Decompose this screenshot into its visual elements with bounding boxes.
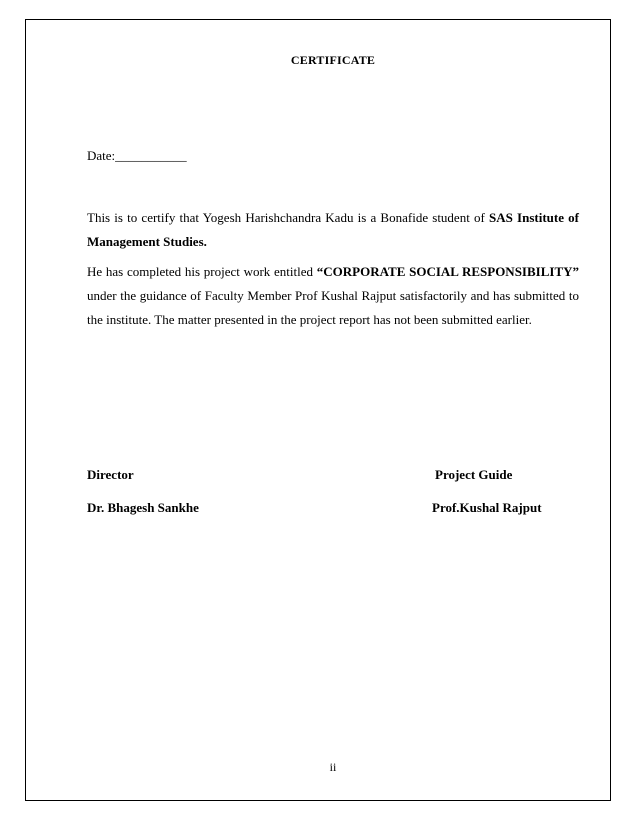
certification-paragraph	[87, 206, 579, 254]
project-paragraph	[87, 260, 579, 332]
page-border	[25, 19, 611, 801]
project-guide-label: Project Guide	[435, 467, 513, 482]
director-name: Dr. Bhagesh Sankhe	[87, 500, 199, 515]
date-field: Date:___________	[87, 148, 187, 163]
project-guide-name: Prof.Kushal Rajput	[432, 500, 542, 515]
certification-text: This is to certify that Yogesh Harishchandra Kadu is a Bonafide student of	[87, 210, 490, 225]
institute-name: SAS Institute of Management Studies.	[87, 210, 579, 249]
director-label: Director	[87, 467, 134, 482]
page-number: ii	[329, 760, 337, 774]
certificate-title: CERTIFICATE	[290, 53, 376, 67]
project-details-text: under the guidance of Faculty Member Prof Kushal Rajput satisfactorily and has submitted to the institute. The matter presented in the project report has not been submitted earlier.	[87, 288, 579, 327]
project-intro-text: He has completed his project work entitled	[87, 264, 317, 279]
project-title: “CORPORATE SOCIAL RESPONSIBILITY”	[316, 264, 580, 279]
